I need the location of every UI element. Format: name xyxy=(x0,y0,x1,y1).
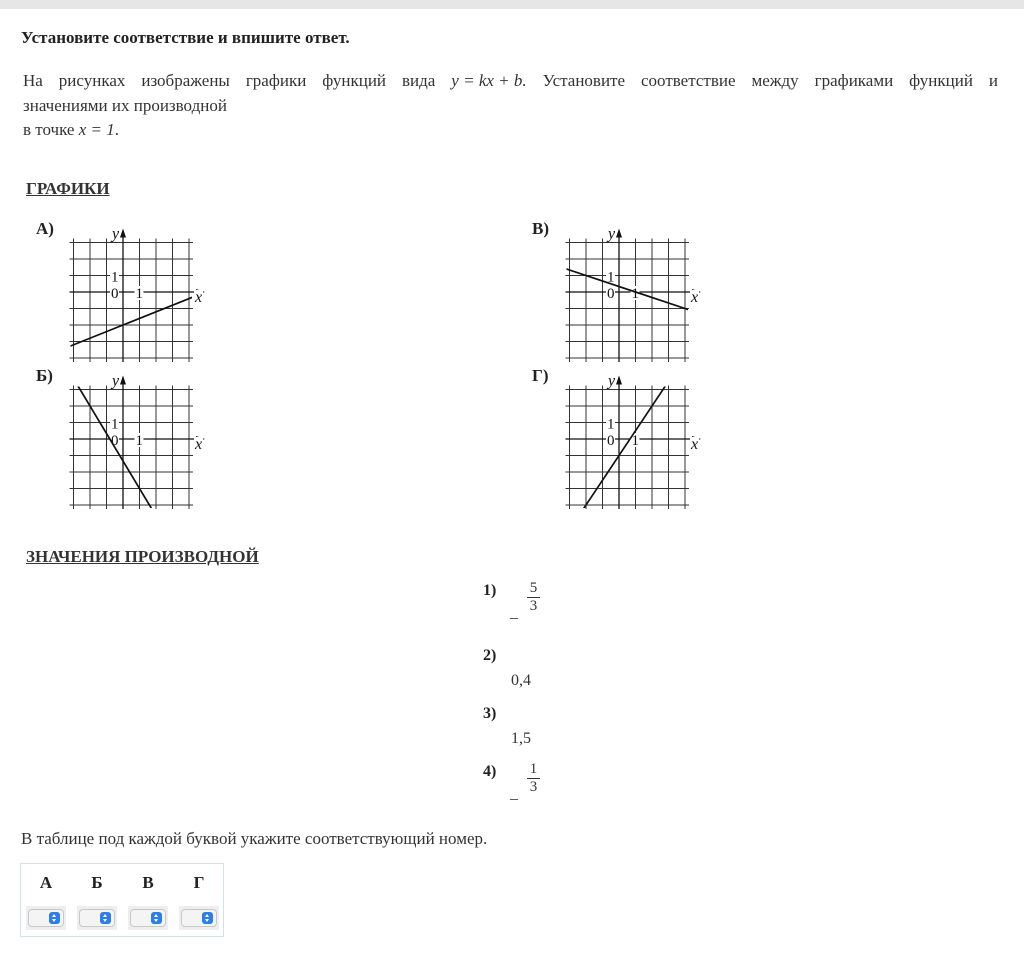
unit-y-label: 1 xyxy=(607,269,615,286)
x-axis-label: x xyxy=(195,436,203,453)
option-4-denominator: 3 xyxy=(529,779,538,795)
option-1-fraction xyxy=(527,580,540,615)
x-axis-label: x xyxy=(691,289,699,306)
condition-word: рисунках xyxy=(58,71,126,90)
graphs-heading: ГРАФИКИ xyxy=(26,179,110,198)
graph-letter-g: Г) xyxy=(532,366,549,385)
condition-word: функций xyxy=(909,71,973,90)
coordinate-grid xyxy=(66,365,206,495)
x-axis-label: x xyxy=(195,289,203,306)
answer-select-g[interactable] xyxy=(181,909,217,927)
function-graph-line xyxy=(553,332,702,555)
origin-label: 0 xyxy=(607,286,615,302)
unit-x-label: 1 xyxy=(135,286,143,302)
select-arrows-icon xyxy=(49,912,60,924)
select-arrows-icon xyxy=(151,912,162,924)
condition-word: вида xyxy=(402,71,436,90)
answer-column-b: Б xyxy=(91,873,103,892)
graph-letter-a: А) xyxy=(36,219,54,238)
y-axis-label: y xyxy=(608,372,616,390)
option-number-3: 3) xyxy=(483,705,497,722)
select-arrows-icon xyxy=(100,912,111,924)
condition-word: графиками xyxy=(814,71,894,90)
unit-y-label: 1 xyxy=(607,416,615,433)
condition-formula: y = kx + b. xyxy=(451,71,527,90)
condition-line-1 xyxy=(23,69,998,94)
answer-column-g: Г xyxy=(193,873,205,892)
coordinate-grid xyxy=(562,365,702,495)
graph-letter-b: Б) xyxy=(36,366,53,385)
option-number-4: 4) xyxy=(483,763,497,780)
option-4-fraction xyxy=(527,761,540,796)
origin-label: 0 xyxy=(607,433,615,449)
answer-select-v[interactable] xyxy=(130,909,166,927)
condition-line-2: значениями их производной xyxy=(23,95,227,115)
graph-a xyxy=(66,218,206,348)
unit-y-label: 1 xyxy=(111,416,119,433)
answer-table xyxy=(20,863,224,937)
condition-word: графики xyxy=(245,71,307,90)
unit-x-label: 1 xyxy=(631,433,639,449)
y-axis-arrow-icon xyxy=(616,376,622,385)
condition-word: функций xyxy=(322,71,387,90)
graph-g xyxy=(562,365,702,495)
top-bar xyxy=(0,0,1024,9)
answer-column-v: В xyxy=(142,873,154,892)
option-1-numerator: 5 xyxy=(527,580,540,598)
condition-word: Установите xyxy=(542,71,626,90)
unit-y-label: 1 xyxy=(111,269,119,286)
answer-column-a: А xyxy=(39,873,53,892)
task-title: Установите соответствие и впишите ответ. xyxy=(21,28,350,47)
y-axis-label: y xyxy=(608,225,616,243)
condition-line-3 xyxy=(23,118,998,143)
y-axis-label: y xyxy=(112,225,120,243)
option-1-sign: _ xyxy=(510,604,518,621)
derivatives-heading: ЗНАЧЕНИЯ ПРОИЗВОДНОЙ xyxy=(26,547,259,566)
graph-letter-v: В) xyxy=(532,219,549,238)
unit-x-label: 1 xyxy=(135,433,143,449)
origin-label: 0 xyxy=(111,433,119,449)
option-4-sign: _ xyxy=(510,785,518,802)
y-axis-label: y xyxy=(112,372,120,390)
select-arrows-icon xyxy=(202,912,213,924)
condition-formula-point: x = 1 xyxy=(78,120,115,139)
origin-label: 0 xyxy=(111,286,119,302)
option-1-denominator: 3 xyxy=(529,598,538,614)
condition-text: в точке xyxy=(23,120,75,139)
condition-word: между xyxy=(751,71,799,90)
condition-period: . xyxy=(114,120,120,139)
graph-v xyxy=(562,218,702,348)
option-4-numerator: 1 xyxy=(527,761,540,779)
condition-word: соответствие xyxy=(641,71,736,90)
coordinate-grid xyxy=(562,218,702,348)
answer-instruction: В таблице под каждой буквой укажите соответствующий номер. xyxy=(21,829,488,848)
y-axis-arrow-icon xyxy=(120,229,126,238)
option-3-value: 1,5 xyxy=(511,730,531,747)
x-axis-label: x xyxy=(691,436,699,453)
y-axis-arrow-icon xyxy=(616,229,622,238)
function-graph-line xyxy=(553,265,702,314)
answer-select-a[interactable] xyxy=(28,909,64,927)
answer-select-b[interactable] xyxy=(79,909,115,927)
graph-b xyxy=(66,365,206,495)
option-2-value: 0,4 xyxy=(511,672,531,689)
coordinate-grid xyxy=(66,218,206,348)
condition-word: На xyxy=(23,71,43,90)
function-graph-line xyxy=(57,292,206,351)
condition-word: изображены xyxy=(141,71,230,90)
task-condition xyxy=(23,69,998,143)
condition-word: и xyxy=(988,71,998,90)
option-number-2: 2) xyxy=(483,647,497,664)
unit-x-label: 1 xyxy=(631,286,639,302)
y-axis-arrow-icon xyxy=(120,376,126,385)
option-number-1: 1) xyxy=(483,582,497,599)
